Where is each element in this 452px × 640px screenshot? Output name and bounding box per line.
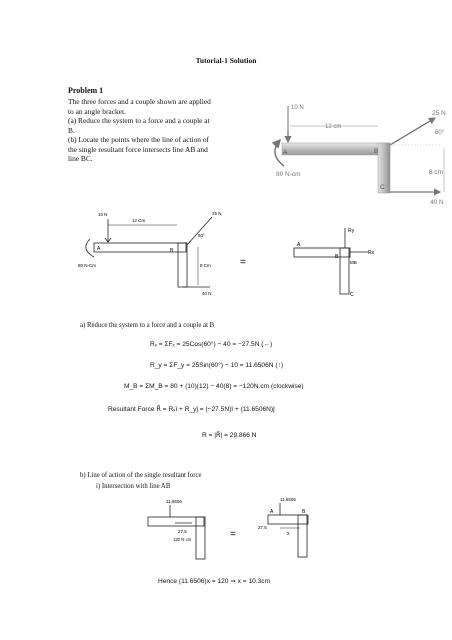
sketch4-x-label: x: [287, 531, 290, 537]
equation-ry: R_y = ΣF_y = 25Sin(60°) − 10 = 11.6506N (↑): [150, 362, 284, 369]
hand-sketch-intersection: [130, 495, 320, 565]
sketch-mb-label: MB: [350, 260, 357, 265]
sketch2-point-a: A: [297, 242, 301, 248]
equation-resultant: Resultant Force R⃗ = Rₓî + R_yĵ = (−27.5N)î + (11.6506N)ĵ: [108, 406, 275, 413]
sketch4-force: 11.6506: [280, 497, 296, 502]
problem-line: B.: [68, 125, 75, 135]
length-8-label: 8 cm: [429, 169, 444, 176]
sketch-couple: 80 N-Cm: [78, 263, 97, 268]
sketch-force-40: 40 N: [202, 291, 212, 296]
sketch-angle: 60°: [198, 233, 205, 238]
sketch3-moment: 120 N·cm: [173, 537, 192, 542]
sketch-length-12: 12 Cm: [132, 218, 146, 223]
sketch-force-25: 25 N: [212, 211, 222, 216]
problem-line: to an angle bracket.: [68, 106, 126, 116]
point-b-label: B: [374, 148, 379, 155]
part-a-heading: a) Reduce the system to a force and a couple at B: [80, 322, 215, 329]
part-b-heading: b) Line of action of the single resultant force: [80, 472, 202, 479]
sketch2-point-c: C: [350, 292, 354, 298]
sketch3-force: 11.6506: [166, 499, 182, 504]
sketch4-point-a: A: [270, 509, 274, 515]
equals-sign: =: [240, 257, 246, 268]
sketch-ry-label: Ry: [348, 228, 355, 234]
sketch4-point-b: B: [302, 509, 306, 515]
hand-sketch-resultant: [280, 220, 390, 305]
couple-label: 80 N-cm: [276, 171, 301, 178]
point-a-label: A: [283, 149, 288, 156]
point-c-label: C: [380, 184, 385, 191]
equation-rx: Rₓ = ΣFₓ = 25Cos(60°) − 40 = −27.5N (←): [150, 341, 273, 348]
part-b-subheading: i) Intersection with line AB: [96, 483, 171, 490]
force-40-label: 40 N: [430, 199, 444, 206]
bracket-figure: [250, 96, 450, 211]
sketch-rx-label: Rx: [368, 250, 375, 256]
sketch3-x-force: 27.5: [178, 529, 187, 534]
angle-label: 60°: [435, 130, 445, 136]
sketch-point-b: B: [170, 248, 174, 254]
problem-line: line BC.: [68, 154, 93, 163]
force-25-arrow: [390, 118, 435, 145]
problem-line: (a) Reduce the system to a force and a couple at: [68, 116, 210, 125]
equation-magnitude: R = |R⃗| = 29.866 N: [202, 432, 257, 439]
problem-line: the single resultant force intersects line AB and: [68, 144, 208, 154]
equation-mb: M_B = ΣM_B = 80 + (10)(12) − 40(8) = −120N.cm (clockwise): [124, 383, 304, 390]
sketch2-point-b: B: [335, 254, 339, 260]
equation-x: Hence (11.6506)x = 120 ⇒ x = 10.3cm: [158, 578, 271, 585]
sketch-force-10: 10 N: [98, 212, 108, 217]
page-title: Tutorial-1 Solution: [195, 56, 257, 65]
force-25-label: 25 N: [432, 110, 446, 117]
sketch-length-8: 8 Cm: [200, 263, 211, 268]
problem-heading: Problem 1: [68, 86, 104, 95]
equals-sign-2: =: [230, 529, 236, 540]
sketch4-x-force: 27.5: [258, 525, 267, 530]
force-10-label: 10 N: [291, 105, 304, 111]
sketch-point-a: A: [97, 246, 101, 252]
problem-line: The three forces and a couple shown are applied: [68, 97, 211, 106]
length-12-label: 12 cm: [325, 124, 342, 130]
problem-line: (b) Locate the points where the line of action of: [68, 135, 209, 144]
hand-sketch-loads: [72, 205, 262, 300]
